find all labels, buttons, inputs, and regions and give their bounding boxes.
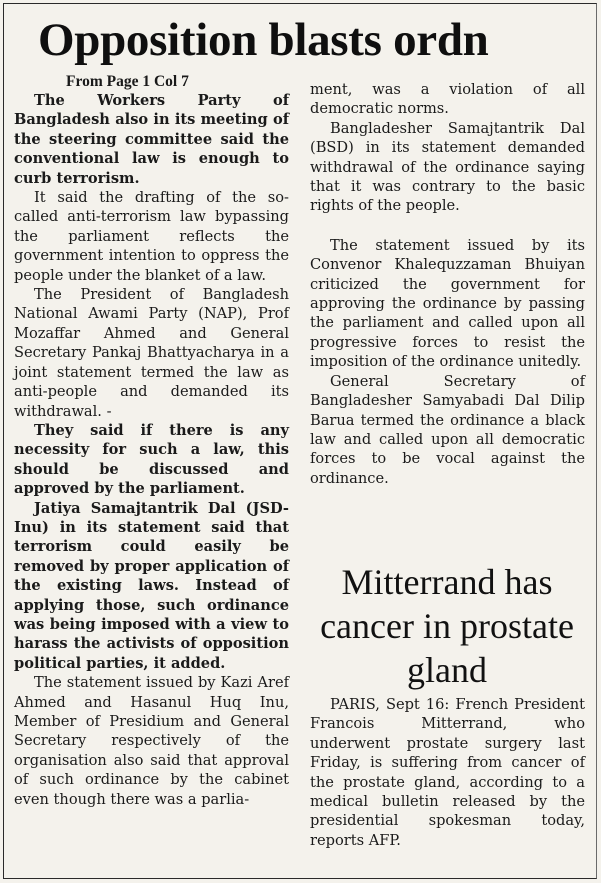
article-headline: Opposition blasts ordn	[38, 14, 489, 66]
article-paragraph: It said the drafting of the so-called anti-terrorism law bypassing the parliament reflects the government intention to oppress the people under the blanket of a law.	[14, 189, 289, 284]
article-paragraph: The statement issued by its Convenor Khalequzzaman Bhuiyan criticized the government for approving the ordinance by passing the parliament and called upon all progressive forces to resist the imposition of the ordinance unitedly.	[310, 236, 585, 371]
article-paragraph: They said if there is any necessity for such a law, this should be discussed and approved by the parliament.	[14, 421, 289, 498]
article-column-right	[310, 80, 585, 488]
article-column-left	[14, 73, 289, 809]
continuation-reference: From Page 1 Col 7	[66, 73, 189, 90]
article-paragraph: The statement issued by Kazi Aref Ahmed and Hasanul Huq Inu, Member of Presidium and General Secretary respectively of the organisation also said that approval of such ordinance by the cabinet even though there was a parlia-	[14, 674, 289, 808]
article-paragraph: The Workers Party of Bangladesh also in its meeting of the steering committee said the conventional law is enough to curb terrorism.	[14, 92, 289, 187]
article-paragraph: ment, was a violation of all democratic norms.	[310, 81, 585, 118]
brief-column	[310, 695, 585, 850]
article-paragraph: General Secretary of Bangladesher Samyabadi Dal Dilip Barua termed the ordinance a black law and called upon all democratic forces to be vocal against the ordinance.	[310, 372, 585, 487]
brief-paragraph: PARIS, Sept 16: French President Francois Mitterrand, who underwent prostate surgery last Friday, is suffering from cancer of the prostate gland, according to a medical bulletin released by the presidential spokesman today, reports AFP.	[310, 696, 585, 849]
article-paragraph: Bangladesher Samajtantrik Dal (BSD) in its statement demanded withdrawal of the ordinance saying that it was contrary to the basic rights of the people.	[310, 119, 585, 215]
article-paragraph: Jatiya Samajtantrik Dal (JSD-Inu) in its statement said that terrorism could easily be removed by proper application of the existing laws. Instead of applying those, such ordinance was being imposed with a view to harass the activists of opposition political parties, it added.	[14, 499, 289, 672]
brief-headline: Mitterrand has cancer in prostate gland	[320, 562, 574, 690]
article-paragraph: The President of Bangladesh National Awami Party (NAP), Prof Mozaffar Ahmed and General Secretary Pankaj Bhattyacharya in a joint statement termed the law as anti-people and demanded its withdrawal. -	[14, 286, 289, 420]
